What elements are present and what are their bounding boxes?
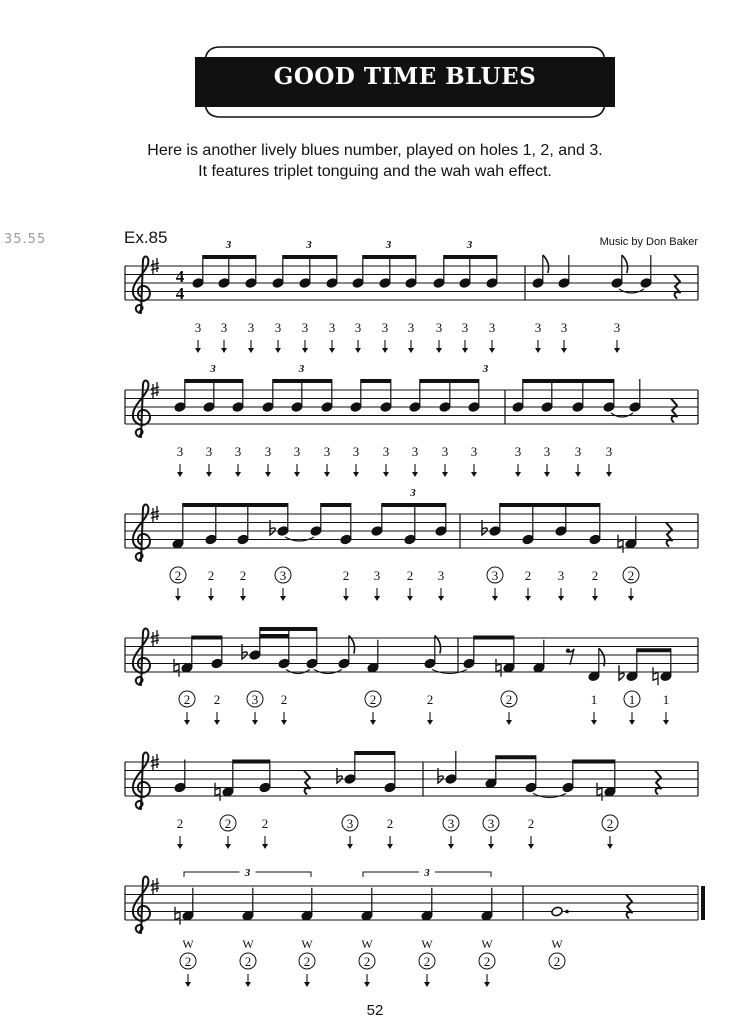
quarter-rest <box>655 771 661 795</box>
natural-sign <box>496 659 501 677</box>
beam <box>363 255 416 259</box>
blow-arrow-head <box>436 348 442 353</box>
blow-arrow-head <box>528 844 534 849</box>
beam <box>355 751 395 755</box>
hole-number: 2 <box>224 816 232 831</box>
hole-number: 3 <box>328 320 336 335</box>
staff-system <box>125 487 698 601</box>
blow-arrow-head <box>374 596 380 601</box>
blow-arrow-head <box>492 596 498 601</box>
quarter-rest <box>666 523 672 547</box>
flat-sign <box>619 665 624 680</box>
triplet-number: 3 <box>244 867 251 879</box>
wah-label: W <box>481 937 493 951</box>
beam <box>573 760 615 764</box>
beam <box>496 755 536 759</box>
blow-arrow-head <box>280 596 286 601</box>
blow-arrow-head <box>184 720 190 725</box>
blow-arrow-head <box>265 472 271 477</box>
beam <box>183 503 288 507</box>
treble-clef <box>133 257 150 313</box>
quarter-rest <box>674 275 680 299</box>
hole-number: 1 <box>662 692 670 707</box>
hole-number: 3 <box>352 444 360 459</box>
hole-number: 2 <box>524 568 532 583</box>
natural-sign <box>597 783 602 801</box>
blow-arrow-head <box>382 348 388 353</box>
blow-arrow-head <box>252 720 258 725</box>
beam <box>185 379 243 383</box>
hole-number: 3 <box>447 816 455 831</box>
hole-number: 3 <box>293 444 301 459</box>
hole-number: 3 <box>381 320 389 335</box>
blow-arrow-head <box>561 348 567 353</box>
dot <box>565 910 569 914</box>
blow-arrow-head <box>353 472 359 477</box>
hole-number: 2 <box>369 692 377 707</box>
wah-label: W <box>301 937 313 951</box>
blow-arrow-head <box>606 472 612 477</box>
hole-number: 2 <box>423 954 431 969</box>
blow-arrow-head <box>281 720 287 725</box>
hole-number: 2 <box>426 692 434 707</box>
blow-arrow-head <box>240 596 246 601</box>
blow-arrow-head <box>347 844 353 849</box>
blow-arrow-head <box>329 348 335 353</box>
blow-arrow-head <box>575 472 581 477</box>
hole-number: 2 <box>553 954 561 969</box>
hole-number: 3 <box>514 444 522 459</box>
hole-number: 3 <box>435 320 443 335</box>
blow-arrow-head <box>304 982 310 987</box>
triplet-number: 3 <box>410 487 416 499</box>
hole-number: 2 <box>363 954 371 969</box>
hole-number: 3 <box>247 320 255 335</box>
blow-arrow-head <box>343 596 349 601</box>
blow-arrow-head <box>221 348 227 353</box>
blow-arrow-head <box>302 348 308 353</box>
blow-arrow-head <box>591 720 597 725</box>
hole-number: 3 <box>557 568 565 583</box>
hole-number: 3 <box>382 444 390 459</box>
treble-clef <box>133 753 150 809</box>
blow-arrow-head <box>525 596 531 601</box>
hole-number: 3 <box>264 444 272 459</box>
hole-number: 3 <box>301 320 309 335</box>
triplet-number: 3 <box>466 239 473 251</box>
hole-number: 3 <box>274 320 282 335</box>
blow-arrow-head <box>206 472 212 477</box>
blow-arrow-head <box>262 844 268 849</box>
blow-arrow-head <box>324 472 330 477</box>
natural-sign <box>175 907 180 925</box>
beam-secondary <box>260 634 289 638</box>
staff-system <box>125 867 705 987</box>
beam <box>500 503 600 507</box>
blow-arrow-head <box>515 472 521 477</box>
hole-number: 2 <box>505 692 513 707</box>
treble-clef <box>133 381 150 437</box>
hole-number: 2 <box>239 568 247 583</box>
intro-line-1: Here is another lively blues number, played on holes 1, 2, and 3. <box>147 142 603 159</box>
wah-label: W <box>551 937 563 951</box>
hole-number: 1 <box>628 692 636 707</box>
triplet-number: 3 <box>298 363 305 375</box>
hole-number: 3 <box>491 568 499 583</box>
wah-label: W <box>361 937 373 951</box>
hole-number: 3 <box>441 444 449 459</box>
hole-number: 3 <box>194 320 202 335</box>
hole-number: 3 <box>251 692 259 707</box>
blow-arrow-head <box>387 844 393 849</box>
hole-number: 3 <box>346 816 354 831</box>
triplet-number: 3 <box>482 363 489 375</box>
blow-arrow-head <box>208 596 214 601</box>
natural-sign <box>215 783 220 801</box>
hole-number: 3 <box>487 816 495 831</box>
blow-arrow-head <box>383 472 389 477</box>
hole-number: 2 <box>280 692 288 707</box>
blow-arrow-head <box>294 472 300 477</box>
beam <box>192 636 222 640</box>
blow-arrow-head <box>592 596 598 601</box>
blow-arrow-head <box>607 844 613 849</box>
beam <box>260 627 317 631</box>
blow-arrow-head <box>488 844 494 849</box>
hole-number: 3 <box>407 320 415 335</box>
blow-arrow-head <box>544 472 550 477</box>
hole-number: 2 <box>606 816 614 831</box>
blow-arrow-head <box>427 720 433 725</box>
hole-number: 2 <box>527 816 535 831</box>
wah-label: W <box>242 937 254 951</box>
triplet-number: 3 <box>424 867 430 879</box>
treble-clef <box>133 877 150 933</box>
triplet-number: 3 <box>306 239 312 251</box>
blow-arrow-head <box>177 472 183 477</box>
hole-number: 2 <box>213 692 221 707</box>
note-flag <box>543 255 549 273</box>
hole-number: 2 <box>244 954 252 969</box>
composer-credit: Music by Don Baker <box>599 236 698 248</box>
beam <box>321 503 351 507</box>
margin-note: 35.55 <box>4 232 47 247</box>
beam <box>361 379 391 383</box>
blow-arrow-head <box>442 472 448 477</box>
blow-arrow-head <box>248 348 254 353</box>
page-number: 52 <box>366 1002 384 1019</box>
blow-arrow-head <box>185 982 191 987</box>
note-head <box>551 906 563 917</box>
hole-number: 3 <box>354 320 362 335</box>
triplet-number: 3 <box>385 239 392 251</box>
blow-arrow-head <box>471 472 477 477</box>
beam <box>203 255 256 259</box>
staff-system <box>125 239 698 353</box>
hole-number: 3 <box>613 320 621 335</box>
blow-arrow-head <box>407 596 413 601</box>
beam <box>474 636 514 640</box>
hole-number: 3 <box>574 444 582 459</box>
hole-number: 2 <box>183 692 191 707</box>
blow-arrow-head <box>663 720 669 725</box>
hole-number: 3 <box>534 320 542 335</box>
blow-arrow-head <box>484 982 490 987</box>
beam <box>233 760 270 764</box>
hole-number: 1 <box>590 692 598 707</box>
treble-clef <box>133 505 150 561</box>
blow-arrow-head <box>275 348 281 353</box>
blow-arrow-head <box>462 348 468 353</box>
blow-arrow-head <box>629 720 635 725</box>
blow-arrow-head <box>438 596 444 601</box>
hole-number: 3 <box>279 568 287 583</box>
quarter-rest <box>671 399 677 423</box>
final-barline <box>701 886 705 920</box>
hole-number: 2 <box>176 816 184 831</box>
blow-arrow-head <box>214 720 220 725</box>
hole-number: 3 <box>437 568 445 583</box>
hole-number: 3 <box>461 320 469 335</box>
staff-system <box>125 627 698 725</box>
beam <box>283 255 337 259</box>
hole-number: 2 <box>386 816 394 831</box>
blow-arrow-head <box>355 348 361 353</box>
triplet-number: 3 <box>210 363 216 375</box>
example-label: Ex.85 <box>124 228 168 247</box>
beam <box>273 379 332 383</box>
blow-arrow-head <box>558 596 564 601</box>
time-signature-top: 4 <box>175 267 185 286</box>
blow-arrow-head <box>245 982 251 987</box>
beam <box>637 648 671 652</box>
beam <box>444 255 497 259</box>
blow-arrow-head <box>235 472 241 477</box>
hole-number: 2 <box>627 568 635 583</box>
hole-number: 3 <box>605 444 613 459</box>
blow-arrow-head <box>412 472 418 477</box>
hole-number: 3 <box>543 444 551 459</box>
blow-arrow-head <box>535 348 541 353</box>
treble-clef <box>133 629 150 685</box>
blow-arrow-head <box>370 720 376 725</box>
triplet-number: 3 <box>225 239 232 251</box>
blow-arrow-head <box>175 596 181 601</box>
blow-arrow-head <box>628 596 634 601</box>
hole-number: 2 <box>261 816 269 831</box>
quarter-rest <box>304 771 310 795</box>
hole-number: 2 <box>406 568 414 583</box>
staff-system <box>125 751 698 849</box>
hole-number: 3 <box>560 320 568 335</box>
hole-number: 3 <box>234 444 242 459</box>
beam <box>523 379 614 383</box>
blow-arrow-head <box>364 982 370 987</box>
hole-number: 2 <box>483 954 491 969</box>
blow-arrow-head <box>489 348 495 353</box>
hole-number: 2 <box>591 568 599 583</box>
intro-line-2: It features triplet tonguing and the wah wah effect. <box>198 163 552 180</box>
blow-arrow-head <box>506 720 512 725</box>
blow-arrow-head <box>195 348 201 353</box>
hole-number: 3 <box>176 444 184 459</box>
hole-number: 3 <box>488 320 496 335</box>
hole-number: 3 <box>411 444 419 459</box>
blow-arrow-head <box>448 844 454 849</box>
blow-arrow-head <box>424 982 430 987</box>
blow-arrow-head <box>408 348 414 353</box>
blow-arrow-head <box>225 844 231 849</box>
time-signature-bottom: 4 <box>175 284 185 303</box>
staff-system <box>125 363 698 477</box>
blow-arrow-head <box>177 844 183 849</box>
quarter-rest <box>626 895 632 919</box>
hole-number: 3 <box>373 568 381 583</box>
hole-number: 2 <box>184 954 192 969</box>
hole-number: 2 <box>342 568 350 583</box>
hole-number: 3 <box>205 444 213 459</box>
note-flag <box>622 255 628 273</box>
blow-arrow-head <box>614 348 620 353</box>
hole-number: 2 <box>174 568 182 583</box>
hole-number: 3 <box>323 444 331 459</box>
natural-sign <box>653 667 658 685</box>
wah-label: W <box>421 937 433 951</box>
hole-number: 2 <box>207 568 215 583</box>
hole-number: 3 <box>470 444 478 459</box>
natural-sign <box>174 659 179 677</box>
hole-number: 2 <box>303 954 311 969</box>
hole-number: 3 <box>220 320 228 335</box>
natural-sign <box>618 535 623 553</box>
beam <box>382 503 446 507</box>
wah-label: W <box>182 937 194 951</box>
beam <box>420 379 479 383</box>
page-title: GOOD TIME BLUES <box>273 63 537 90</box>
